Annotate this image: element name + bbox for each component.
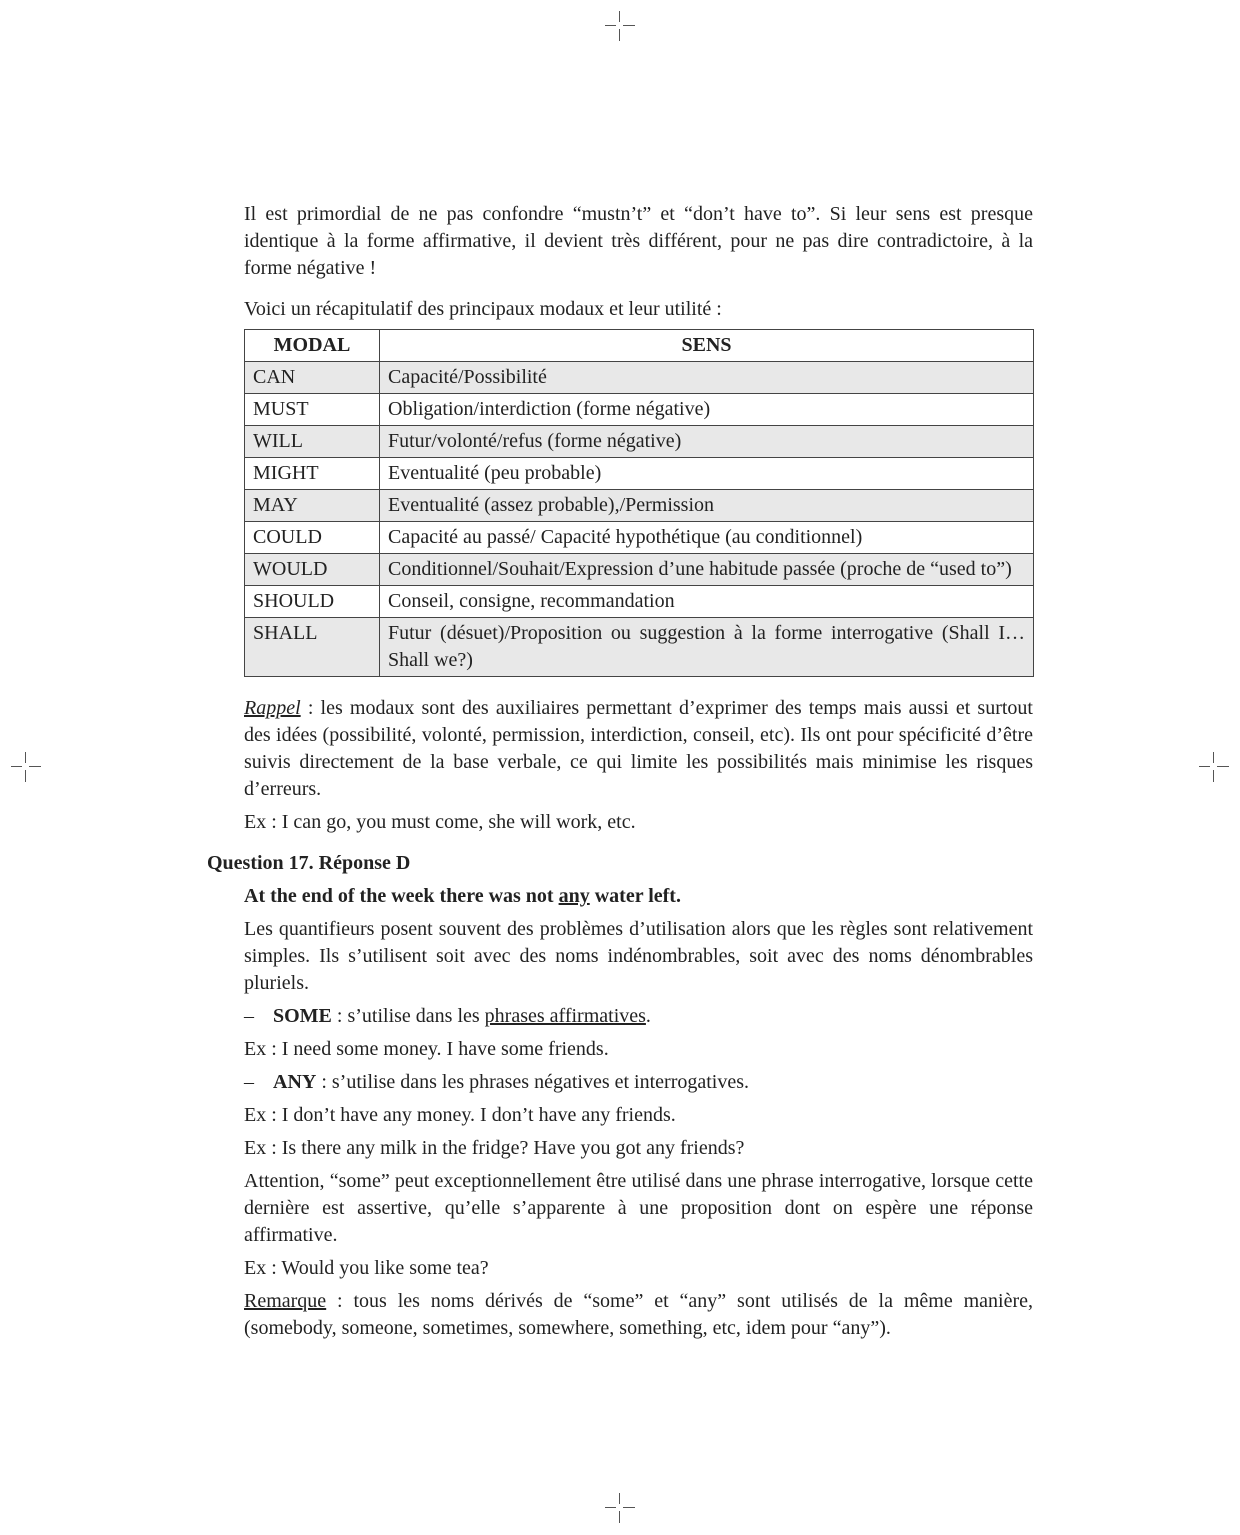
example-tea: Ex : Would you like some tea?	[244, 1257, 489, 1279]
rappel-label: Rappel	[244, 697, 301, 719]
table-row	[245, 554, 1034, 586]
crop-mark-top	[605, 11, 635, 41]
sens-cell: Eventualité (peu probable)	[380, 458, 1034, 490]
some-underlined: phrases affirmatives	[484, 1005, 646, 1027]
sentence-after: water left.	[589, 885, 681, 907]
remarque-text: : tous les noms dérivés de “some” et “any” sont utilisés de la même manière, (somebody, someone, sometimes, somewhere, something, etc, idem pour “any”).	[244, 1290, 1033, 1339]
sentence-keyword: any	[558, 885, 590, 907]
sens-cell: Conseil, consigne, recommandation	[380, 586, 1034, 618]
modal-cell: MUST	[245, 394, 380, 426]
some-end: .	[645, 1005, 651, 1027]
remarque-label: Remarque	[244, 1290, 327, 1312]
some-keyword: SOME	[273, 1005, 332, 1027]
modal-cell: CAN	[245, 362, 380, 394]
table-row	[245, 362, 1034, 394]
quantifiers-paragraph: Les quantifieurs posent souvent des problèmes d’utilisation alors que les règles sont relativement simples. Ils s’utilisent soit avec des noms indénombrables, soit avec des noms dénombrables pluriels.	[244, 918, 1033, 994]
example-any-2: Ex : Is there any milk in the fridge? Have you got any friends?	[244, 1137, 745, 1159]
table-header-row	[245, 330, 1034, 362]
rappel-paragraph	[244, 695, 1033, 803]
sens-cell: Futur (désuet)/Proposition ou suggestion à la forme interrogative (Shall I… Shall we?)	[380, 618, 1034, 677]
attention-paragraph: Attention, “some” peut exceptionnellement être utilisé dans une phrase interrogative, lorsque cette dernière est assertive, qu’elle s’apparente à une proposition dont on espère une réponse affirmative.	[244, 1170, 1033, 1246]
sens-cell: Eventualité (assez probable),/Permission	[380, 490, 1034, 522]
table-row	[245, 522, 1034, 554]
crop-mark-bottom	[605, 1493, 635, 1523]
example-modals: Ex : I can go, you must come, she will work, etc.	[244, 811, 636, 833]
table-row	[245, 490, 1034, 522]
dash-mark: –	[244, 1005, 254, 1027]
table-intro: Voici un récapitulatif des principaux modaux et leur utilité :	[244, 298, 722, 320]
sens-cell: Capacité/Possibilité	[380, 362, 1034, 394]
table-row	[245, 458, 1034, 490]
some-rule	[244, 1003, 1033, 1030]
any-rule	[244, 1069, 1033, 1096]
sens-cell: Conditionnel/Souhait/Expression d’une habitude passée (proche de “used to”)	[380, 554, 1034, 586]
table-row	[245, 618, 1034, 677]
any-keyword: ANY	[273, 1071, 317, 1093]
remarque-paragraph	[244, 1288, 1033, 1342]
intro-paragraph: Il est primordial de ne pas confondre “mustn’t” et “don’t have to”. Si leur sens est presque identique à la forme affirmative, il devient très différent, pour ne pas dire contradictoire, à la forme négative !	[244, 203, 1033, 279]
sens-cell: Futur/volonté/refus (forme négative)	[380, 426, 1034, 458]
some-text: : s’utilise dans les	[331, 1005, 485, 1027]
rappel-text: : les modaux sont des auxiliaires permettant d’exprimer des temps mais aussi et surtout des idées (possibilité, volonté, permission, interdiction, conseil, etc). Ils ont pour spécificité d’être suivis directement de la base verbale, ce qui limite les possibilités mais minimise les risques d’erreurs.	[244, 697, 1033, 800]
modal-table	[244, 329, 1034, 677]
any-text: : s’utilise dans les phrases négatives et interrogatives.	[316, 1071, 750, 1093]
sens-cell: Capacité au passé/ Capacité hypothétique (au conditionnel)	[380, 522, 1034, 554]
sentence-before: At the end of the week there was not	[244, 885, 559, 907]
dash-mark: –	[244, 1071, 254, 1093]
modal-cell: COULD	[245, 522, 380, 554]
header-sens: SENS	[380, 330, 1034, 362]
example-any-1: Ex : I don’t have any money. I don’t have any friends.	[244, 1104, 676, 1126]
crop-mark-left	[11, 752, 41, 782]
example-some: Ex : I need some money. I have some friends.	[244, 1038, 609, 1060]
question-title: Question 17. Réponse D	[207, 852, 411, 874]
table-row	[245, 394, 1034, 426]
modal-cell: SHALL	[245, 618, 380, 677]
header-modal: MODAL	[245, 330, 380, 362]
modal-cell: MAY	[245, 490, 380, 522]
page-content	[207, 201, 1033, 1348]
table-row	[245, 586, 1034, 618]
question-sentence	[244, 883, 1033, 910]
modal-cell: WILL	[245, 426, 380, 458]
modal-cell: MIGHT	[245, 458, 380, 490]
crop-mark-right	[1199, 752, 1229, 782]
modal-cell: WOULD	[245, 554, 380, 586]
table-row	[245, 426, 1034, 458]
modal-cell: SHOULD	[245, 586, 380, 618]
sens-cell: Obligation/interdiction (forme négative)	[380, 394, 1034, 426]
